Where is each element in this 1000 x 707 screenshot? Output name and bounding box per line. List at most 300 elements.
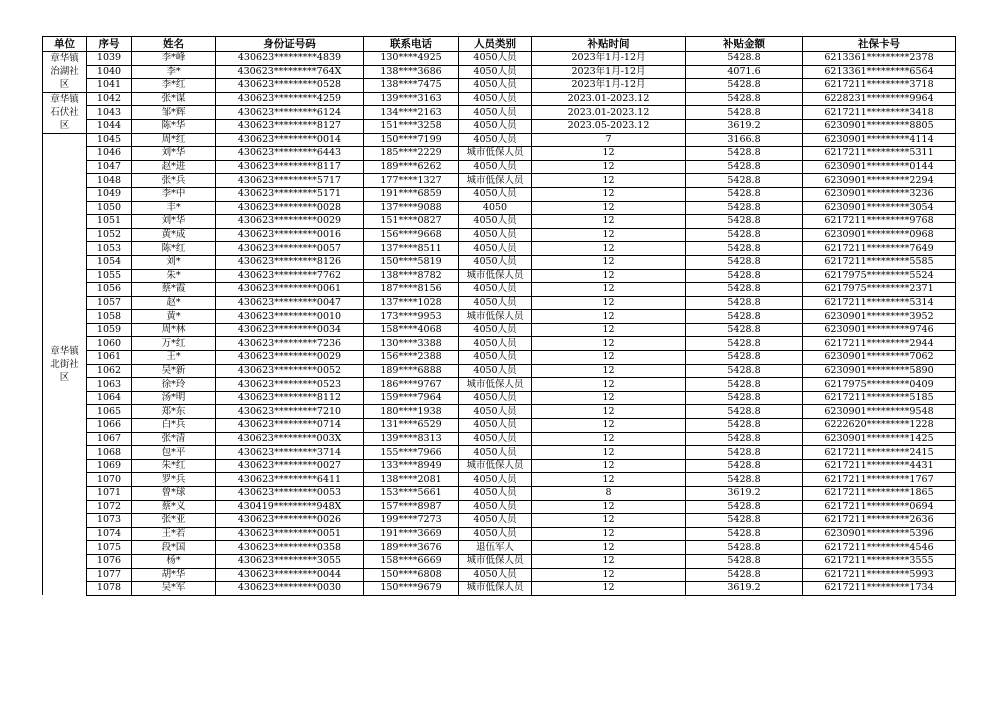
subsidy-period-cell: 12 (532, 283, 686, 297)
subsidy-amount-cell: 3619.2 (686, 487, 803, 501)
phone-cell: 150****7199 (364, 133, 459, 147)
id-number-cell: 430623*********0053 (216, 487, 364, 501)
serial-cell: 1062 (87, 364, 132, 378)
subsidy-period-cell: 12 (532, 160, 686, 174)
name-cell: 陈*华 (132, 119, 216, 133)
subsidy-amount-cell: 3166.8 (686, 133, 803, 147)
name-cell: 吴*军 (132, 582, 216, 596)
phone-cell: 138****2081 (364, 473, 459, 487)
subsidy-amount-cell: 5428.8 (686, 459, 803, 473)
social-card-cell: 6217975*********5524 (803, 269, 956, 283)
category-cell: 4050人员 (459, 473, 532, 487)
serial-cell: 1056 (87, 283, 132, 297)
subsidy-amount-cell: 5428.8 (686, 364, 803, 378)
serial-cell: 1058 (87, 310, 132, 324)
id-number-cell: 430623*********5717 (216, 174, 364, 188)
name-cell: 蔡*霞 (132, 283, 216, 297)
subsidy-period-cell: 2023.01-2023.12 (532, 106, 686, 120)
social-card-cell: 6217211*********4431 (803, 459, 956, 473)
id-number-cell: 430623*********7236 (216, 337, 364, 351)
subsidy-period-cell: 12 (532, 255, 686, 269)
subsidy-table-sheet (42, 36, 955, 596)
social-card-cell: 6217211*********5185 (803, 391, 956, 405)
subsidy-amount-cell: 5428.8 (686, 174, 803, 188)
subsidy-period-cell: 2023年1月-12月 (532, 79, 686, 93)
phone-cell: 151****0827 (364, 215, 459, 229)
serial-cell: 1054 (87, 255, 132, 269)
subsidy-amount-cell: 5428.8 (686, 52, 803, 66)
table-row (43, 119, 956, 133)
subsidy-period-cell: 12 (532, 242, 686, 256)
id-number-cell: 430623*********0028 (216, 201, 364, 215)
social-card-cell: 6230901*********7062 (803, 351, 956, 365)
category-cell: 4050人员 (459, 52, 532, 66)
serial-cell: 1057 (87, 296, 132, 310)
phone-cell: 138****7475 (364, 79, 459, 93)
category-cell: 4050人员 (459, 391, 532, 405)
subsidy-amount-cell: 5428.8 (686, 378, 803, 392)
table-row (43, 500, 956, 514)
category-header: 人员类别 (459, 37, 532, 52)
phone-cell: 156****2388 (364, 351, 459, 365)
phone-cell: 173****9953 (364, 310, 459, 324)
subsidy-amount-cell: 5428.8 (686, 147, 803, 161)
name-cell: 邹*辉 (132, 106, 216, 120)
table-row (43, 487, 956, 501)
phone-cell: 150****9679 (364, 582, 459, 596)
table-row (43, 582, 956, 596)
serial-cell: 1052 (87, 228, 132, 242)
subsidy-period-cell: 8 (532, 487, 686, 501)
table-row (43, 79, 956, 93)
subsidy-period-cell: 12 (532, 296, 686, 310)
category-cell: 4050人员 (459, 160, 532, 174)
id-number-cell: 430623*********0528 (216, 79, 364, 93)
name-cell: 罗*兵 (132, 473, 216, 487)
serial-cell: 1077 (87, 568, 132, 582)
subsidy-period-cell: 12 (532, 269, 686, 283)
social-card-cell: 6217211*********1865 (803, 487, 956, 501)
social-card-cell: 6230901*********3952 (803, 310, 956, 324)
phone-cell: 139****3163 (364, 92, 459, 106)
social-card-cell: 6230901*********9548 (803, 405, 956, 419)
id-number-cell: 430623*********0034 (216, 323, 364, 337)
social-card-cell: 6230901*********4114 (803, 133, 956, 147)
serial-cell: 1067 (87, 432, 132, 446)
phone-cell: 138****8782 (364, 269, 459, 283)
serial-cell: 1066 (87, 419, 132, 433)
phone-cell: 186****9767 (364, 378, 459, 392)
serial-cell: 1069 (87, 459, 132, 473)
phone-cell: 189****3676 (364, 541, 459, 555)
subsidy-amount-cell: 5428.8 (686, 323, 803, 337)
table-row (43, 351, 956, 365)
subsidy-period-cell: 12 (532, 554, 686, 568)
name-cell: 包*平 (132, 446, 216, 460)
phone-cell: 191****6859 (364, 187, 459, 201)
subsidy-amount-cell: 5428.8 (686, 255, 803, 269)
table-row (43, 364, 956, 378)
social-card-cell: 6217975*********2371 (803, 283, 956, 297)
social-card-cell: 6230901*********0144 (803, 160, 956, 174)
id-number-cell: 430623*********3714 (216, 446, 364, 460)
serial-cell: 1042 (87, 92, 132, 106)
name-header: 姓名 (132, 37, 216, 52)
subsidy-period-cell: 12 (532, 310, 686, 324)
unit-line: 区 (59, 79, 70, 91)
social-card-cell: 6230901*********5396 (803, 527, 956, 541)
phone-cell: 130****4925 (364, 52, 459, 66)
serial-cell: 1076 (87, 554, 132, 568)
name-cell: 李*峰 (132, 52, 216, 66)
subsidy-amount-cell: 5428.8 (686, 514, 803, 528)
phone-cell: 199****7273 (364, 514, 459, 528)
subsidy-amount-cell: 5428.8 (686, 527, 803, 541)
phone-cell: 158****4068 (364, 323, 459, 337)
name-cell: 刘*华 (132, 215, 216, 229)
category-cell: 4050 (459, 201, 532, 215)
serial-cell: 1063 (87, 378, 132, 392)
subsidy-period-cell: 12 (532, 405, 686, 419)
category-cell: 4050人员 (459, 242, 532, 256)
name-cell: 张*谋 (132, 92, 216, 106)
table-row (43, 459, 956, 473)
subsidy-period-cell: 12 (532, 541, 686, 555)
name-cell: 朱* (132, 269, 216, 283)
phone-cell: 133****8949 (364, 459, 459, 473)
table-row (43, 174, 956, 188)
name-cell: 刘* (132, 255, 216, 269)
phone-cell: 137****9088 (364, 201, 459, 215)
serial-cell: 1046 (87, 147, 132, 161)
subsidy-amount-cell: 5428.8 (686, 269, 803, 283)
subsidy-amount-cell: 5428.8 (686, 541, 803, 555)
category-cell: 城市低保人员 (459, 582, 532, 596)
category-cell: 4050人员 (459, 432, 532, 446)
category-cell: 4050人员 (459, 228, 532, 242)
category-cell: 4050人员 (459, 527, 532, 541)
subsidy-period-cell: 2023年1月-12月 (532, 52, 686, 66)
phone-cell: 189****6262 (364, 160, 459, 174)
social-card-cell: 6217211*********9768 (803, 215, 956, 229)
subsidy-period-cell: 12 (532, 364, 686, 378)
table-row (43, 255, 956, 269)
social-card-cell: 6230901*********8805 (803, 119, 956, 133)
name-cell: 丰* (132, 201, 216, 215)
serial-cell: 1044 (87, 119, 132, 133)
name-cell: 李* (132, 65, 216, 79)
table-header-row (43, 37, 956, 52)
id-number-cell: 430623*********7210 (216, 405, 364, 419)
id-number-cell: 430623*********3055 (216, 554, 364, 568)
serial-cell: 1053 (87, 242, 132, 256)
social-card-cell: 6217211*********7649 (803, 242, 956, 256)
category-cell: 4050人员 (459, 568, 532, 582)
subsidy-amount-cell: 5428.8 (686, 201, 803, 215)
id-number-cell: 430623*********8112 (216, 391, 364, 405)
unit-line: 章华镇 (50, 53, 79, 65)
subsidy-period-cell: 12 (532, 446, 686, 460)
serial-cell: 1078 (87, 582, 132, 596)
serial-cell: 1071 (87, 487, 132, 501)
subsidy-amount-cell: 5428.8 (686, 215, 803, 229)
table-row (43, 242, 956, 256)
id-number-cell: 430419*********948X (216, 500, 364, 514)
id-number-cell: 430623*********0027 (216, 459, 364, 473)
table-row (43, 554, 956, 568)
subsidy-period-cell: 12 (532, 147, 686, 161)
subsidy-amount-cell: 5428.8 (686, 79, 803, 93)
subsidy-amount-cell: 5428.8 (686, 500, 803, 514)
subsidy-amount-cell: 5428.8 (686, 351, 803, 365)
name-cell: 胡*华 (132, 568, 216, 582)
unit-line: 区 (59, 371, 70, 383)
unit-cell (43, 52, 87, 93)
subsidy-amount-cell: 5428.8 (686, 106, 803, 120)
phone-cell: 191****3669 (364, 527, 459, 541)
unit-line: 区 (59, 120, 70, 132)
id-number-cell: 430623*********4259 (216, 92, 364, 106)
id-number-cell: 430623*********0714 (216, 419, 364, 433)
table-row (43, 568, 956, 582)
subsidy-table (42, 36, 956, 596)
category-cell: 4050人员 (459, 351, 532, 365)
subsidy-period-cell: 7 (532, 133, 686, 147)
id-number-cell: 430623*********0051 (216, 527, 364, 541)
table-row (43, 541, 956, 555)
serial-header: 序号 (87, 37, 132, 52)
name-cell: 张*清 (132, 432, 216, 446)
table-row (43, 419, 956, 433)
name-cell: 王*若 (132, 527, 216, 541)
serial-cell: 1051 (87, 215, 132, 229)
social-card-cell: 6217211*********4546 (803, 541, 956, 555)
name-cell: 刘*华 (132, 147, 216, 161)
social-card-cell: 6217211*********5311 (803, 147, 956, 161)
phone-cell: 138****3686 (364, 65, 459, 79)
phone-cell: 156****9668 (364, 228, 459, 242)
phone-cell: 131****6529 (364, 419, 459, 433)
table-row (43, 446, 956, 460)
table-row (43, 92, 956, 106)
social-card-cell: 6217975*********0409 (803, 378, 956, 392)
subsidy-amount-header: 补贴金额 (686, 37, 803, 52)
id-number-cell: 430623*********6124 (216, 106, 364, 120)
category-cell: 退伍军人 (459, 541, 532, 555)
category-cell: 4050人员 (459, 255, 532, 269)
id-number-cell: 430623*********003X (216, 432, 364, 446)
name-cell: 黄*成 (132, 228, 216, 242)
name-cell: 蔡*义 (132, 500, 216, 514)
subsidy-period-cell: 12 (532, 459, 686, 473)
serial-cell: 1047 (87, 160, 132, 174)
name-cell: 王* (132, 351, 216, 365)
subsidy-period-header: 补贴时间 (532, 37, 686, 52)
table-row (43, 527, 956, 541)
social-card-cell: 6217211*********1734 (803, 582, 956, 596)
table-row (43, 378, 956, 392)
social-card-cell: 6230901*********3236 (803, 187, 956, 201)
social-card-cell: 6213361*********6564 (803, 65, 956, 79)
id-number-cell: 430623*********8126 (216, 255, 364, 269)
subsidy-amount-cell: 5428.8 (686, 473, 803, 487)
serial-cell: 1055 (87, 269, 132, 283)
social-card-cell: 6217211*********2415 (803, 446, 956, 460)
subsidy-amount-cell: 4071.6 (686, 65, 803, 79)
id-number-cell: 430623*********6443 (216, 147, 364, 161)
id-number-cell: 430623*********0052 (216, 364, 364, 378)
category-cell: 城市低保人员 (459, 459, 532, 473)
category-cell: 4050人员 (459, 500, 532, 514)
subsidy-period-cell: 12 (532, 527, 686, 541)
phone-cell: 155****7966 (364, 446, 459, 460)
id-number-cell: 430623*********0523 (216, 378, 364, 392)
phone-cell: 150****5819 (364, 255, 459, 269)
category-cell: 城市低保人员 (459, 147, 532, 161)
serial-cell: 1041 (87, 79, 132, 93)
id-number-cell: 430623*********8117 (216, 160, 364, 174)
subsidy-period-cell: 12 (532, 568, 686, 582)
table-row (43, 323, 956, 337)
subsidy-period-cell: 12 (532, 514, 686, 528)
serial-cell: 1048 (87, 174, 132, 188)
category-cell: 4050人员 (459, 92, 532, 106)
social-card-cell: 6222620*********1228 (803, 419, 956, 433)
subsidy-period-cell: 12 (532, 473, 686, 487)
subsidy-amount-cell: 3619.2 (686, 119, 803, 133)
subsidy-amount-cell: 5428.8 (686, 296, 803, 310)
social-card-cell: 6230901*********3054 (803, 201, 956, 215)
subsidy-period-cell: 12 (532, 337, 686, 351)
subsidy-amount-cell: 5428.8 (686, 310, 803, 324)
category-cell: 城市低保人员 (459, 269, 532, 283)
subsidy-period-cell: 12 (532, 215, 686, 229)
phone-cell: 158****6669 (364, 554, 459, 568)
id-number-cell: 430623*********4839 (216, 52, 364, 66)
category-cell: 4050人员 (459, 119, 532, 133)
subsidy-amount-cell: 5428.8 (686, 419, 803, 433)
table-row (43, 337, 956, 351)
name-cell: 周*红 (132, 133, 216, 147)
subsidy-amount-cell: 5428.8 (686, 337, 803, 351)
phone-cell: 139****8313 (364, 432, 459, 446)
category-cell: 城市低保人员 (459, 554, 532, 568)
serial-cell: 1049 (87, 187, 132, 201)
phone-cell: 150****6808 (364, 568, 459, 582)
social-card-header: 社保卡号 (803, 37, 956, 52)
serial-cell: 1072 (87, 500, 132, 514)
subsidy-period-cell: 12 (532, 582, 686, 596)
name-cell: 张*兵 (132, 174, 216, 188)
table-row (43, 269, 956, 283)
subsidy-amount-cell: 5428.8 (686, 228, 803, 242)
table-row (43, 187, 956, 201)
subsidy-amount-cell: 3619.2 (686, 582, 803, 596)
category-cell: 4050人员 (459, 323, 532, 337)
name-cell: 李*红 (132, 79, 216, 93)
category-cell: 4050人员 (459, 405, 532, 419)
phone-header: 联系电话 (364, 37, 459, 52)
unit-header: 单位 (43, 37, 87, 52)
subsidy-period-cell: 12 (532, 174, 686, 188)
id-number-cell: 430623*********0029 (216, 215, 364, 229)
subsidy-period-cell: 2023年1月-12月 (532, 65, 686, 79)
phone-cell: 151****3258 (364, 119, 459, 133)
table-row (43, 160, 956, 174)
phone-cell: 180****1938 (364, 405, 459, 419)
serial-cell: 1039 (87, 52, 132, 66)
category-cell: 4050人员 (459, 133, 532, 147)
table-row (43, 65, 956, 79)
subsidy-amount-cell: 5428.8 (686, 432, 803, 446)
table-row (43, 201, 956, 215)
name-cell: 赵*进 (132, 160, 216, 174)
social-card-cell: 6217211*********0694 (803, 500, 956, 514)
category-cell: 城市低保人员 (459, 310, 532, 324)
category-cell: 4050人员 (459, 65, 532, 79)
category-cell: 4050人员 (459, 419, 532, 433)
phone-cell: 159****7964 (364, 391, 459, 405)
serial-cell: 1068 (87, 446, 132, 460)
phone-cell: 189****6888 (364, 364, 459, 378)
name-cell: 杨* (132, 554, 216, 568)
table-row (43, 228, 956, 242)
phone-cell: 157****8987 (364, 500, 459, 514)
subsidy-period-cell: 12 (532, 228, 686, 242)
phone-cell: 130****3388 (364, 337, 459, 351)
phone-cell: 134****2163 (364, 106, 459, 120)
table-row (43, 310, 956, 324)
id-number-cell: 430623*********0057 (216, 242, 364, 256)
social-card-cell: 6217211*********5993 (803, 568, 956, 582)
subsidy-amount-cell: 5428.8 (686, 187, 803, 201)
subsidy-period-cell: 2023.05-2023.12 (532, 119, 686, 133)
name-cell: 万*红 (132, 337, 216, 351)
category-cell: 4050人员 (459, 215, 532, 229)
subsidy-period-cell: 12 (532, 432, 686, 446)
id-number-header: 身份证号码 (216, 37, 364, 52)
table-row (43, 405, 956, 419)
id-number-cell: 430623*********0029 (216, 351, 364, 365)
subsidy-amount-cell: 5428.8 (686, 568, 803, 582)
unit-line: 章华镇 (50, 94, 79, 106)
table-row (43, 52, 956, 66)
unit-line: 章华镇 (50, 345, 79, 357)
id-number-cell: 430623*********0026 (216, 514, 364, 528)
social-card-cell: 6213361*********2378 (803, 52, 956, 66)
serial-cell: 1050 (87, 201, 132, 215)
category-cell: 城市低保人员 (459, 174, 532, 188)
id-number-cell: 430623*********5171 (216, 187, 364, 201)
subsidy-period-cell: 12 (532, 201, 686, 215)
category-cell: 4050人员 (459, 106, 532, 120)
category-cell: 4050人员 (459, 296, 532, 310)
category-cell: 城市低保人员 (459, 378, 532, 392)
subsidy-amount-cell: 5428.8 (686, 405, 803, 419)
social-card-cell: 6230901*********9746 (803, 323, 956, 337)
social-card-cell: 6217211*********3418 (803, 106, 956, 120)
serial-cell: 1059 (87, 323, 132, 337)
name-cell: 白*兵 (132, 419, 216, 433)
subsidy-amount-cell: 5428.8 (686, 391, 803, 405)
unit-line: 石伏社 (50, 107, 79, 119)
subsidy-amount-cell: 5428.8 (686, 92, 803, 106)
table-body (43, 52, 956, 596)
name-cell: 吴*新 (132, 364, 216, 378)
id-number-cell: 430623*********0047 (216, 296, 364, 310)
social-card-cell: 6217211*********3718 (803, 79, 956, 93)
category-cell: 4050人员 (459, 187, 532, 201)
